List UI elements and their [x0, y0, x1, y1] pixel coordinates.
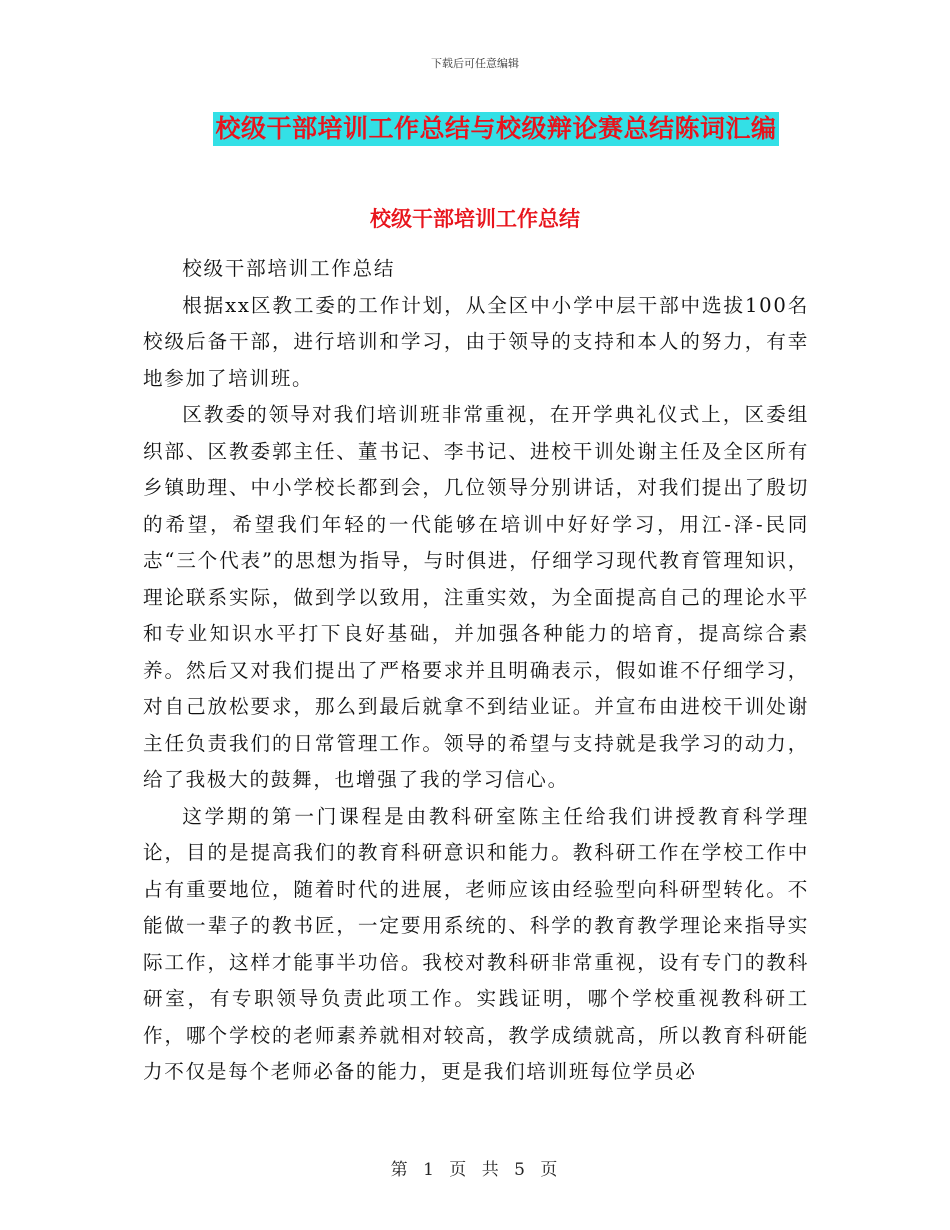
paragraph: 校级干部培训工作总结 — [182, 257, 396, 280]
header-note: 下载后可任意编辑 — [431, 57, 519, 70]
page-current: 1 — [423, 1160, 436, 1180]
page-total-label: 共 — [481, 1160, 501, 1180]
paragraph: 区教委的领导对我们培训班非常重视，在开学典礼仪式上，区委组织部、区教委郭主任、董书记、李书记、进校干训处谢主任及全区所有乡镇助理、中小学校长都到会，几位领导分别讲话，对我们提出了殷切的希望，希望我们年轻的一代能够在培训中好好学习，用江-泽-民同志“三个代表”的思想为指导，与时俱进，仔细学习现代教育管理知识，理论联系实际，做到学以致用，注重实效，为全面提高自己的理论水平和专业知识水平打下良好基础，并加强各种能力的培育，提高综合素养。然后又对我们提出了严格要求并且明确表示，假如谁不仔细学习，对自己放松要求，那么到最后就拿不到结业证。并宣布由进校干训处谢主任负责我们的日常管理工作。领导的希望与支持就是我学习的动力，给了我极大的鼓舞，也增强了我的学习信心。 — [143, 403, 809, 791]
page-total: 5 — [514, 1160, 527, 1180]
page-label: 页 — [449, 1160, 469, 1180]
page-suffix: 页 — [540, 1160, 560, 1180]
page-prefix: 第 — [390, 1160, 410, 1180]
section-title: 校级干部培训工作总结 — [370, 207, 580, 231]
paragraph: 这学期的第一门课程是由教科研室陈主任给我们讲授教育科学理论，目的是提高我们的教育科研意识和能力。教科研工作在学校工作中占有重要地位，随着时代的进展，老师应该由经验型向科研型转化。不能做一辈子的教书匠，一定要用系统的、科学的教育教学理论来指导实际工作，这样才能事半功倍。我校对教科研非常重视，设有专门的教科研室，有专职领导负责此项工作。实践证明，哪个学校重视教科研工作，哪个学校的老师素养就相对较高，教学成绩就高，所以教育科研能力不仅是每个老师必备的能力，更是我们培训班每位学员必 — [143, 804, 809, 1083]
document-body — [143, 251, 809, 1091]
document-title-wrap — [0, 112, 950, 146]
page-number-footer — [0, 1155, 950, 1180]
paragraph: 根据xx区教工委的工作计划，从全区中小学中层干部中选拔100名校级后备干部，进行培训和学习，由于领导的支持和本人的努力，有幸地参加了培训班。 — [143, 293, 809, 390]
document-title: 校级干部培训工作总结与校级辩论赛总结陈词汇编 — [213, 112, 778, 146]
